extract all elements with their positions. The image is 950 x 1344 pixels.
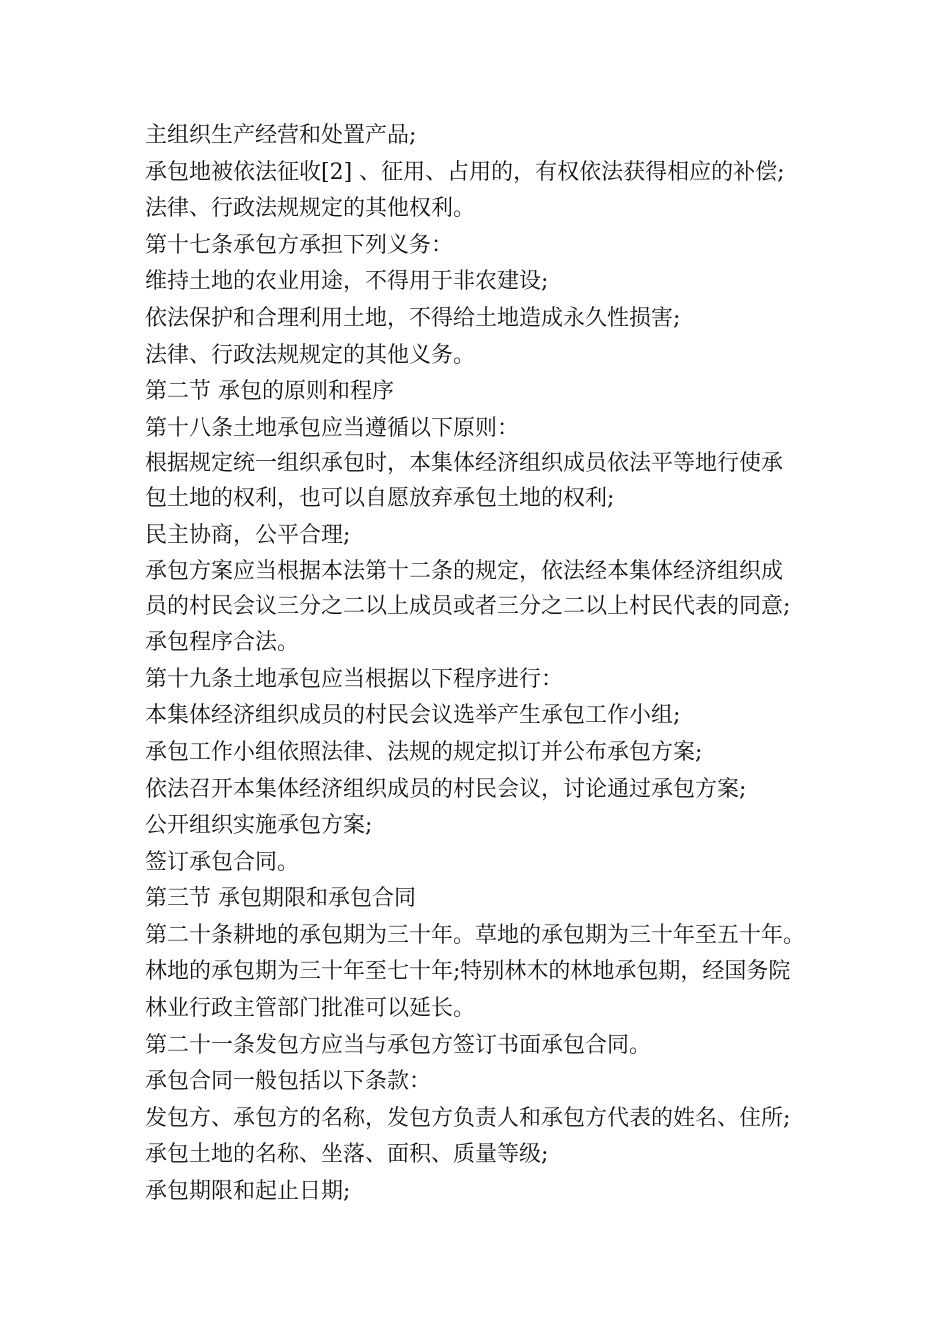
text-line: 承包工作小组依照法律、法规的规定拟订并公布承包方案; (145, 739, 703, 765)
text-line: 承包地被依法征收[2] 、征用、占用的，有权依法获得相应的补偿; (145, 159, 785, 185)
text-line: 民主协商，公平合理; (145, 522, 351, 548)
text-line: 包土地的权利，也可以自愿放弃承包土地的权利; (145, 486, 615, 512)
text-line: 发包方、承包方的名称，发包方负责人和承包方代表的姓名、住所; (145, 1105, 791, 1131)
text-line: 承包程序合法。 (145, 630, 300, 656)
text-line: 根据规定统一组织承包时，本集体经济组织成员依法平等地行使承 (145, 451, 784, 477)
text-line: 维持土地的农业用途，不得用于非农建设; (145, 269, 549, 295)
text-line: 承包期限和起止日期; (145, 1179, 351, 1205)
text-line: 承包方案应当根据本法第十二条的规定，依法经本集体经济组织成 (145, 558, 784, 584)
section-article: 第二十一条发包方应当与承包方签订书面承包合同。 (145, 1032, 652, 1058)
text-line: 林业行政主管部门批准可以延长。 (145, 996, 476, 1022)
text-line: 承包合同一般包括以下条款： (145, 1069, 432, 1095)
section-article: 第二十条耕地的承包期为三十年。草地的承包期为三十年至五十年。 (145, 922, 806, 948)
section-heading: 第三节 承包期限和承包合同 (145, 886, 416, 912)
section-heading: 第二节 承包的原则和程序 (145, 379, 394, 405)
text-line: 本集体经济组织成员的村民会议选举产生承包工作小组; (145, 703, 681, 729)
text-line: 依法保护和合理利用土地，不得给土地造成永久性损害; (145, 305, 681, 331)
section-article: 第十九条土地承包应当根据以下程序进行： (145, 666, 564, 692)
text-line: 员的村民会议三分之二以上成员或者三分之二以上村民代表的同意; (145, 593, 791, 619)
text-line: 林地的承包期为三十年至七十年;特别林木的林地承包期，经国务院 (145, 959, 791, 985)
document-body (145, 118, 845, 1211)
text-line: 依法召开本集体经济组织成员的村民会议，讨论通过承包方案; (145, 776, 747, 802)
section-article: 第十八条土地承包应当遵循以下原则： (145, 415, 520, 441)
text-line: 主组织生产经营和处置产品; (145, 123, 417, 148)
text-line: 公开组织实施承包方案; (145, 813, 373, 839)
section-article: 第十七条承包方承担下列义务： (145, 232, 454, 258)
text-line: 法律、行政法规规定的其他权利。 (145, 196, 476, 222)
text-line: 承包土地的名称、坐落、面积、质量等级; (145, 1142, 549, 1168)
text-line: 法律、行政法规规定的其他义务。 (145, 342, 476, 368)
text-line: 签订承包合同。 (145, 849, 300, 875)
